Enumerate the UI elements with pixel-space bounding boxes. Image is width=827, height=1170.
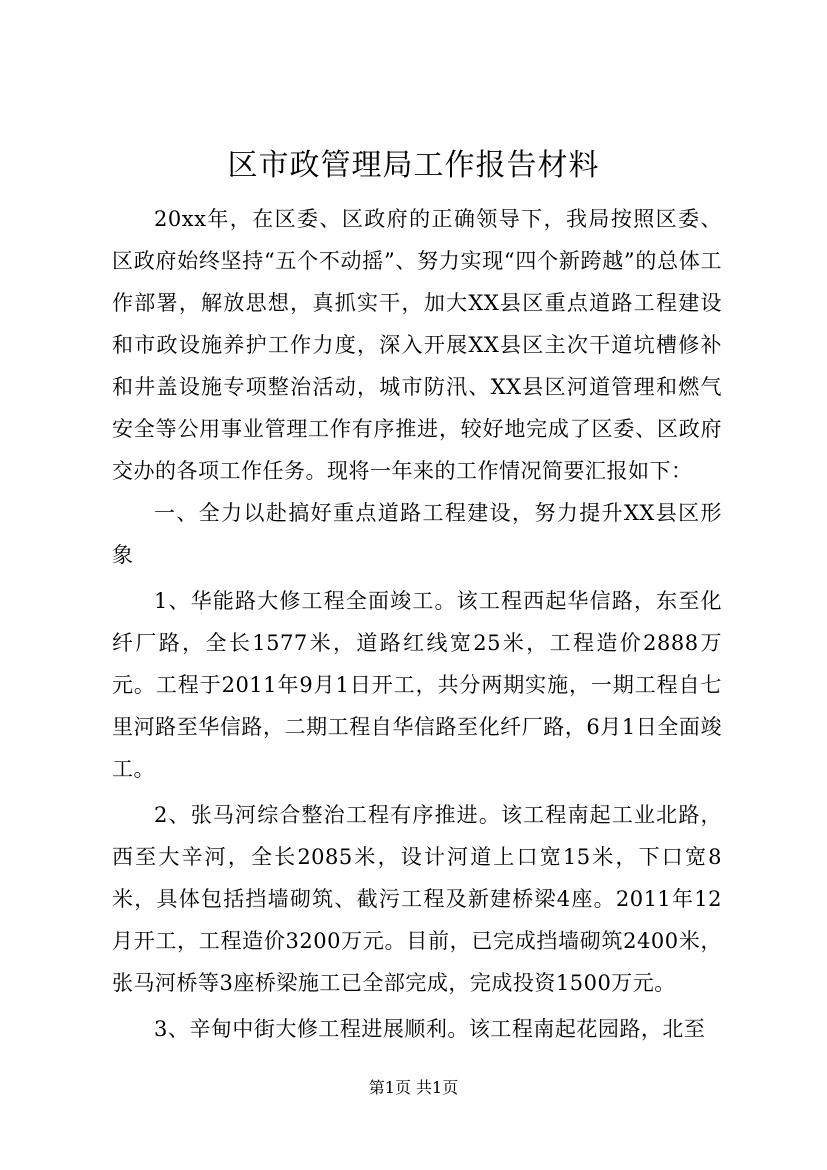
document-title: 区市政管理局工作报告材料	[227, 148, 600, 183]
intro-paragraph: 20xx年，在区委、区政府的正确领导下，我局按照区委、区政府始终坚持“五个不动摇”、努力实现“四个新跨越”的总体工作部署，解放思想，真抓实干，加大XX县区重点道路工程建设和市政设施养护工作力度，深入开展XX县区主次干道坑槽修补和井盖设施专项整治活动，城市防汛、XX县区河道管理和燃气安全等公用事业管理工作有序推进，较好地完成了区委、区政府交办的各项工作任务。现将一年来的工作情况简要汇报如下：	[112, 207, 722, 483]
page-footer: 第1页 共1页	[368, 1078, 459, 1097]
section-heading-1: 一、全力以赴搞好重点道路工程建设，努力提升XX县区形象	[112, 501, 722, 567]
item-paragraph-3: 3、辛甸中街大修工程进展顺利。该工程南起花园路，北至	[154, 1017, 706, 1041]
document-body	[112, 198, 722, 1050]
item-paragraph-2: 2、张马河综合整治工程有序推进。该工程南起工业北路，西至大辛河，全长2085米，设计河道上口宽15米，下口宽8米，具体包括挡墙砌筑、截污工程及新建桥梁4座。2011年12月开工，工程造价3200万元。目前，已完成挡墙砌筑2400米，张马河桥等3座桥梁施工已全部完成，完成投资1500万元。	[112, 803, 722, 995]
item-paragraph-1: 1、华能路大修工程全面竣工。该工程西起华信路，东至化纤厂路，全长1577米，道路红线宽25米，工程造价2888万元。工程于2011年9月1日开工，共分两期实施，一期工程自七里河路至华信路，二期工程自华信路至化纤厂路，6月1日全面竣工。	[112, 589, 722, 781]
